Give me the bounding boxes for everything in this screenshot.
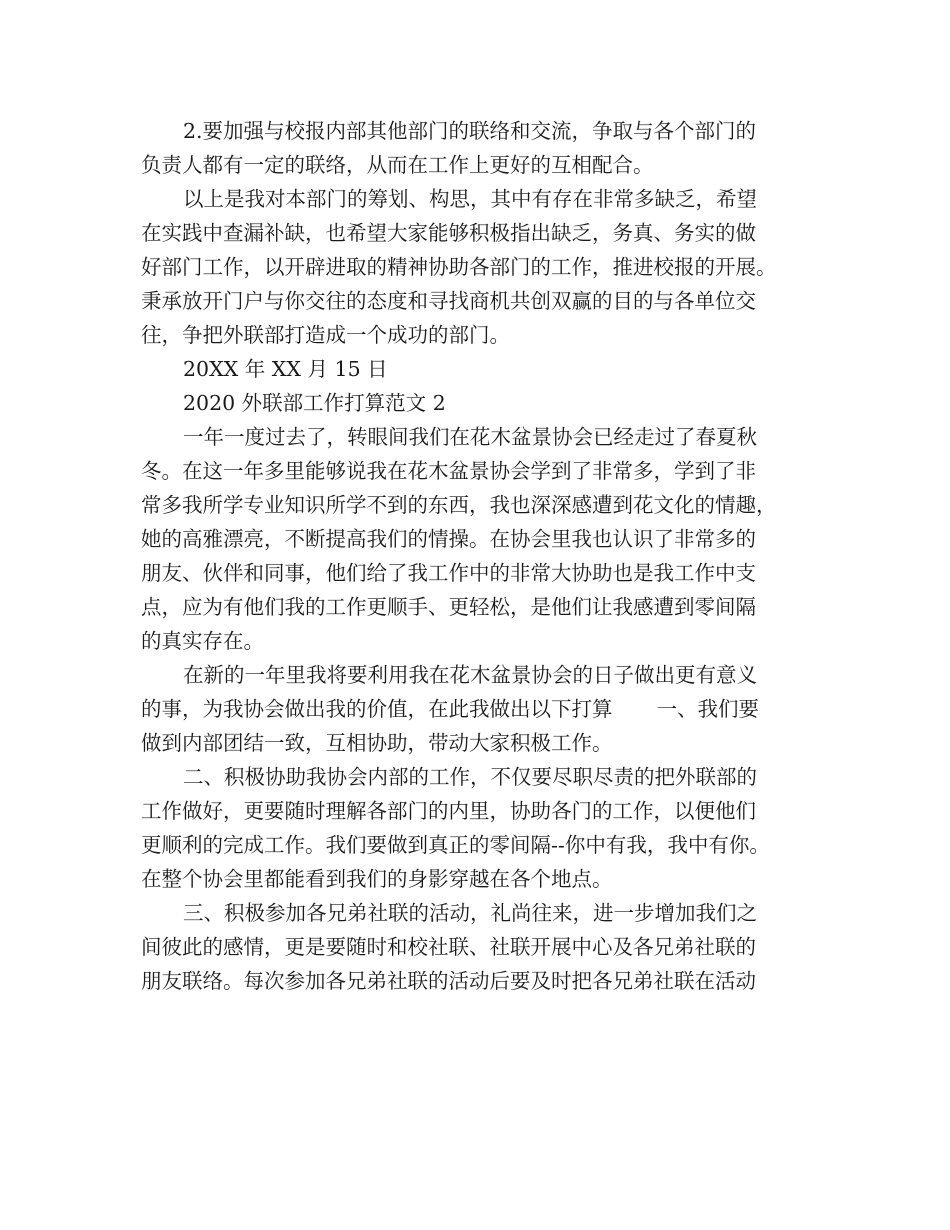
text-line: 以上是我对本部门的筹划、构思，其中有存在非常多缺乏，希望 [183,187,757,211]
text-line: 朋友联络。每次参加各兄弟社联的活动后要及时把各兄弟社联在活动 [141,969,756,993]
text-line: 好部门工作，以开辟进取的精神协助各部门的工作，推进校报的开展。 [141,255,777,279]
text-line: 二、积极协助我协会内部的工作，不仅要尽职尽责的把外联部的 [183,765,757,789]
text-line: 负责人都有一定的联络，从而在工作上更好的互相配合。 [141,153,654,177]
text-fragment: 的事，为我协会做出我的价值，在此我做出以下打算 [141,697,613,721]
date-line: 20XX 年 XX 月 15 日 [183,357,388,381]
text-line [141,692,831,726]
text-line: 点，应为有他们我的工作更顺手、更轻松，是他们让我感遭到零间隔 [141,595,756,619]
text-line: 2.要加强与校报内部其他部门的联络和交流，争取与各个部门的 [183,119,757,143]
text-fragment: 一、我们要 [656,697,759,721]
text-line: 冬。在这一年多里能够说我在花木盆景协会学到了非常多，学到了非 [141,459,756,483]
text-line: 做到内部团结一致，互相协助，带动大家积极工作。 [141,731,613,755]
section-title: 2020 外联部工作打算范文 2 [183,391,446,415]
text-line: 一年一度过去了，转眼间我们在花木盆景协会已经走过了春夏秋 [183,425,757,449]
text-line: 在整个协会里都能看到我们的身影穿越在各个地点。 [141,867,613,891]
text-line: 常多我所学专业知识所学不到的东西，我也深深感遭到花文化的情趣， [141,493,777,517]
text-line: 秉承放开门户与你交往的态度和寻找商机共创双赢的目的与各单位交 [141,289,756,313]
document-body [141,114,831,998]
text-line: 朋友、伙伴和同事，他们给了我工作中的非常大协助也是我工作中支 [141,561,756,585]
text-line: 在实践中查漏补缺，也希望大家能够积极指出缺乏，务真、务实的做 [141,221,756,245]
text-line: 的真实存在。 [141,629,264,653]
text-line: 在新的一年里我将要利用我在花木盆景协会的日子做出更有意义 [183,663,757,687]
text-line: 三、积极参加各兄弟社联的活动，礼尚往来，进一步增加我们之 [183,901,757,925]
text-line: 间彼此的感情，更是要随时和校社联、社联开展中心及各兄弟社联的 [141,935,756,959]
text-line: 她的高雅漂亮，不断提高我们的情操。在协会里我也认识了非常多的 [141,527,756,551]
text-line: 工作做好，更要随时理解各部门的内里，协助各门的工作，以便他们 [141,799,756,823]
text-line: 往，争把外联部打造成一个成功的部门。 [141,323,510,347]
text-line: 更顺利的完成工作。我们要做到真正的零间隔--你中有我，我中有你。 [141,833,770,857]
